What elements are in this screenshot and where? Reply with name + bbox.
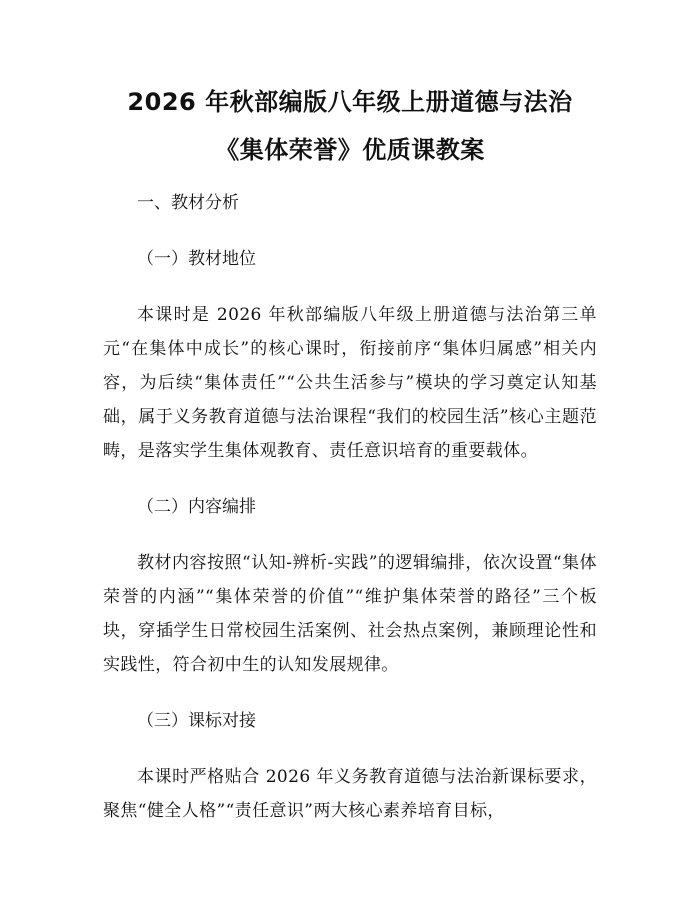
- document-body: [103, 186, 597, 850]
- section-heading-curriculum-standard: （三）课标对接: [137, 711, 256, 731]
- section-heading-teaching-material-analysis: 一、教材分析: [137, 193, 239, 213]
- paragraph-content-arrangement: 教材内容按照“认知-辨析-实践”的逻辑编排，依次设置“集体荣誉的内涵”“集体荣誉的价值”“维护集体荣誉的路径”三个板块，穿插学生日常校园生活案例、社会热点案例，兼顾理论性和实践性，符合初中生的认知发展规律。: [103, 553, 597, 675]
- section-heading-content-arrangement: （二）内容编排: [137, 497, 256, 517]
- document-title: 2026 年秋部编版八年级上册道德与法治《集体荣誉》优质课教案: [127, 88, 573, 164]
- paragraph-material-status: 本课时是 2026 年秋部编版八年级上册道德与法治第三单元“在集体中成长”的核心课时，衔接前序“集体归属感”相关内容，为后续“集体责任”“公共生活参与”模块的学习奠定认知基础，属于义务教育道德与法治课程“我们的校园生活”核心主题范畴，是落实学生集体观教育、责任意识培育的重要载体。: [103, 305, 597, 461]
- paragraph-curriculum-standard: 本课时严格贴合 2026 年义务教育道德与法治新课标要求，聚焦“健全人格”“责任意识”两大核心素养培育目标，: [103, 767, 597, 821]
- section-heading-material-status: （一）教材地位: [137, 249, 256, 269]
